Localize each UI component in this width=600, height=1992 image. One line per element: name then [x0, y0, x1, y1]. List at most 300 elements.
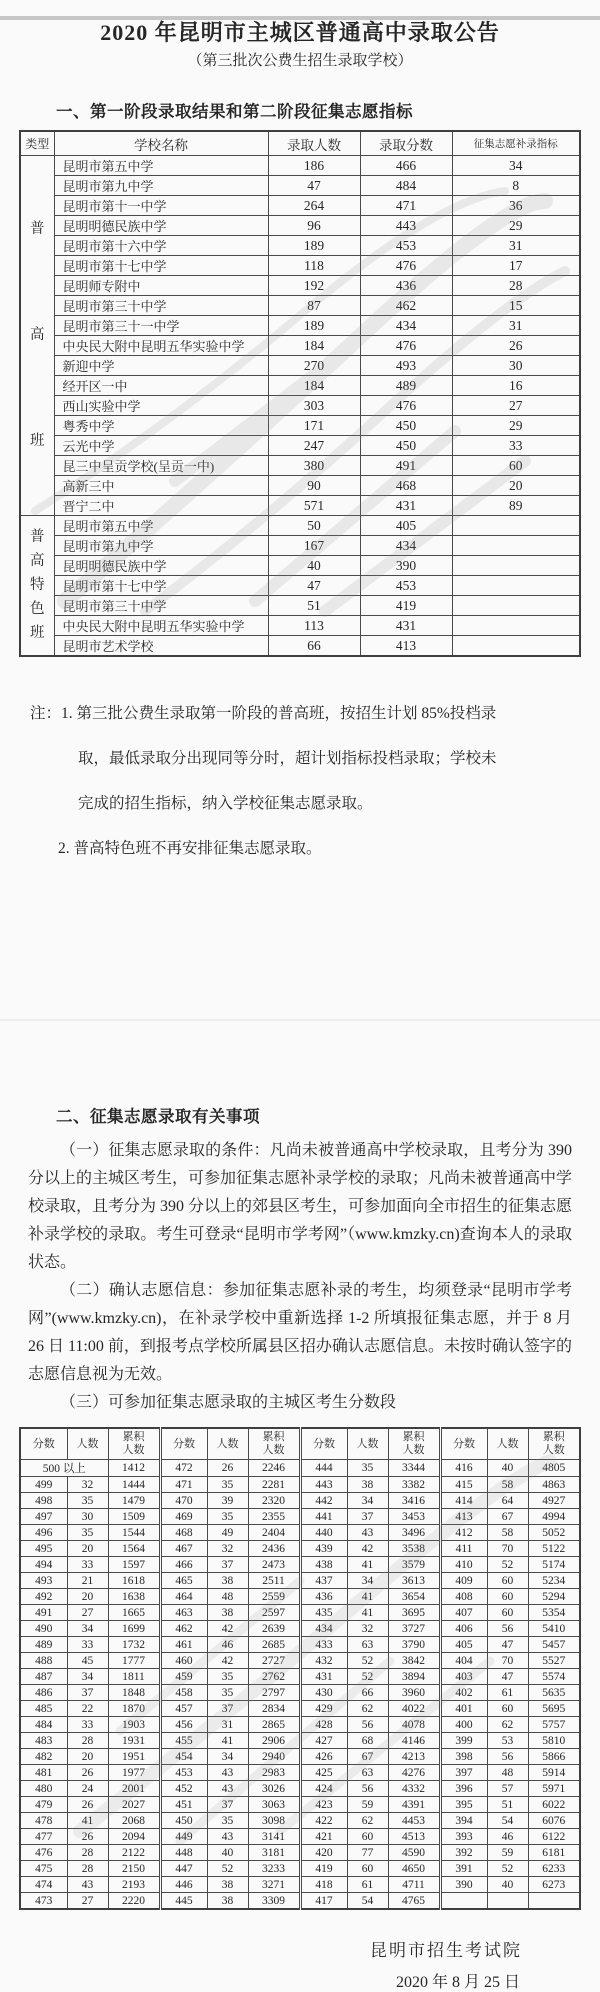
- value-cell: 192: [268, 276, 360, 296]
- value-cell: 405: [360, 516, 452, 536]
- school-name-cell: 昆明明德民族中学: [54, 556, 268, 576]
- value-cell: 5527: [528, 1653, 580, 1669]
- value-cell: 41: [67, 1813, 108, 1829]
- value-cell: 41: [207, 1733, 248, 1749]
- notes-block: [0, 691, 600, 871]
- value-cell: 398: [440, 1749, 487, 1765]
- value-cell: 167: [268, 536, 360, 556]
- table-row: [20, 256, 580, 276]
- value-cell: [452, 556, 580, 576]
- value-cell: 4863: [528, 1477, 580, 1493]
- value-cell: 5410: [528, 1621, 580, 1637]
- value-cell: 458: [160, 1685, 207, 1701]
- value-cell: 3654: [388, 1589, 440, 1605]
- table-row: [20, 616, 580, 636]
- value-cell: 425: [300, 1765, 347, 1781]
- school-name-cell: 昆明市第五中学: [54, 156, 268, 176]
- value-cell: 390: [440, 1877, 487, 1893]
- value-cell: 5052: [528, 1525, 580, 1541]
- value-cell: 27: [452, 396, 580, 416]
- value-cell: 20: [452, 476, 580, 496]
- table-row: [20, 1781, 580, 1797]
- value-cell: 28: [67, 1845, 108, 1861]
- value-cell: 35: [207, 1669, 248, 1685]
- header-text: 累积人数: [542, 1431, 565, 1456]
- value-cell: 463: [160, 1605, 207, 1621]
- value-cell: 498: [20, 1493, 67, 1509]
- value-cell: 3181: [248, 1845, 300, 1861]
- value-cell: 2150: [108, 1861, 160, 1877]
- value-cell: 21: [67, 1573, 108, 1589]
- value-cell: 571: [268, 496, 360, 516]
- value-cell: 89: [452, 496, 580, 516]
- value-cell: 68: [347, 1733, 388, 1749]
- value-cell: 35: [67, 1493, 108, 1509]
- value-cell: 42: [207, 1653, 248, 1669]
- value-cell: 436: [360, 276, 452, 296]
- table-row: [20, 1460, 580, 1477]
- value-cell: 43: [347, 1525, 388, 1541]
- type-label-char: 高: [30, 327, 45, 344]
- value-cell: 47: [268, 576, 360, 596]
- value-cell: 60: [487, 1589, 528, 1605]
- school-name-cell: 昆明市艺术学校: [54, 636, 268, 657]
- value-cell: 467: [160, 1541, 207, 1557]
- school-name-cell: 昆明市第九中学: [54, 536, 268, 556]
- value-cell: 33: [67, 1557, 108, 1573]
- value-cell: 28: [67, 1733, 108, 1749]
- table-row: [20, 1509, 580, 1525]
- value-cell: 51: [268, 596, 360, 616]
- value-cell: 90: [268, 476, 360, 496]
- value-cell: [528, 1893, 580, 1910]
- value-cell: 4805: [528, 1460, 580, 1477]
- value-cell: 38: [207, 1877, 248, 1893]
- value-cell: [452, 536, 580, 556]
- type-label-cell: [20, 156, 54, 516]
- table-row: [20, 1765, 580, 1781]
- value-cell: 431: [300, 1669, 347, 1685]
- value-cell: 441: [300, 1509, 347, 1525]
- value-cell: 464: [160, 1589, 207, 1605]
- value-cell: 247: [268, 436, 360, 456]
- value-cell: 3496: [388, 1525, 440, 1541]
- value-cell: 35: [67, 1525, 108, 1541]
- value-cell: 60: [487, 1573, 528, 1589]
- value-cell: 416: [440, 1460, 487, 1477]
- value-cell: 42: [347, 1541, 388, 1557]
- school-name-cell: 高新三中: [54, 476, 268, 496]
- admission-col-header: 类型: [20, 131, 54, 156]
- value-cell: 446: [160, 1877, 207, 1893]
- value-cell: 440: [300, 1525, 347, 1541]
- value-cell: 468: [360, 476, 452, 496]
- value-cell: 435: [300, 1605, 347, 1621]
- admission-results-table: [19, 130, 581, 657]
- value-cell: 437: [300, 1573, 347, 1589]
- value-cell: 1848: [108, 1685, 160, 1701]
- value-cell: 113: [268, 616, 360, 636]
- table-row: [20, 1477, 580, 1493]
- value-cell: 444: [300, 1460, 347, 1477]
- value-cell: 5354: [528, 1605, 580, 1621]
- value-cell: 96: [268, 216, 360, 236]
- value-cell: 3141: [248, 1829, 300, 1845]
- value-cell: 450: [160, 1813, 207, 1829]
- value-cell: 405: [440, 1637, 487, 1653]
- value-cell: 2597: [248, 1605, 300, 1621]
- table-row: [20, 1637, 580, 1653]
- table-row: [20, 296, 580, 316]
- value-cell: 470: [160, 1493, 207, 1509]
- score-col-header: 分数: [20, 1428, 67, 1460]
- value-cell: 484: [360, 176, 452, 196]
- value-cell: 3098: [248, 1813, 300, 1829]
- value-cell: 490: [20, 1621, 67, 1637]
- school-name-cell: 昆明明德民族中学: [54, 216, 268, 236]
- score-col-header: [108, 1428, 160, 1460]
- value-cell: 491: [20, 1605, 67, 1621]
- value-cell: 16: [452, 376, 580, 396]
- value-cell: 481: [20, 1765, 67, 1781]
- value-cell: 5294: [528, 1589, 580, 1605]
- value-cell: 37: [207, 1557, 248, 1573]
- value-cell: 471: [360, 196, 452, 216]
- note-line: 完成的招生指标，纳入学校征集志愿录取。: [78, 795, 373, 812]
- type-label-char: 普: [30, 221, 45, 238]
- value-cell: 303: [268, 396, 360, 416]
- value-cell: 32: [207, 1541, 248, 1557]
- value-cell: 43: [207, 1829, 248, 1845]
- note-line: 取，最低录取分出现同等分时，超计划指标投档录取；学校未: [78, 750, 497, 767]
- value-cell: 41: [347, 1605, 388, 1621]
- value-cell: 2246: [248, 1460, 300, 1477]
- value-cell: 443: [300, 1477, 347, 1493]
- value-cell: 422: [300, 1813, 347, 1829]
- value-cell: 2473: [248, 1557, 300, 1573]
- value-cell: 419: [360, 596, 452, 616]
- value-cell: 399: [440, 1733, 487, 1749]
- table-row: [20, 1493, 580, 1509]
- table-row: [20, 276, 580, 296]
- value-cell: 33: [452, 436, 580, 456]
- table-row: [20, 1717, 580, 1733]
- value-cell: 184: [268, 336, 360, 356]
- header-row: [20, 131, 580, 156]
- issue-date: 2020 年 8 月 25 日: [395, 1974, 520, 1991]
- value-cell: 1544: [108, 1525, 160, 1541]
- value-cell: 34: [67, 1669, 108, 1685]
- value-cell: 1951: [108, 1749, 160, 1765]
- value-cell: 396: [440, 1781, 487, 1797]
- school-name-cell: 昆明市第十七中学: [54, 576, 268, 596]
- value-cell: 6076: [528, 1813, 580, 1829]
- value-cell: 264: [268, 196, 360, 216]
- value-cell: 2906: [248, 1733, 300, 1749]
- value-cell: 486: [20, 1685, 67, 1701]
- school-name-cell: 昆明市第三十一中学: [54, 316, 268, 336]
- value-cell: 1977: [108, 1765, 160, 1781]
- value-cell: 64: [487, 1493, 528, 1509]
- table-row: [20, 316, 580, 336]
- score-col-header: 人数: [67, 1428, 108, 1460]
- value-cell: 66: [347, 1685, 388, 1701]
- value-cell: 3063: [248, 1797, 300, 1813]
- value-cell: 3727: [388, 1621, 440, 1637]
- value-cell: 451: [160, 1797, 207, 1813]
- value-cell: 56: [487, 1749, 528, 1765]
- value-cell: 493: [20, 1573, 67, 1589]
- value-cell: 433: [300, 1637, 347, 1653]
- value-cell: 453: [360, 576, 452, 596]
- value-cell: 1903: [108, 1717, 160, 1733]
- value-cell: 8: [452, 176, 580, 196]
- value-cell: 426: [300, 1749, 347, 1765]
- value-cell: 59: [487, 1845, 528, 1861]
- value-cell: 50: [268, 516, 360, 536]
- value-cell: 495: [20, 1541, 67, 1557]
- value-cell: 32: [67, 1477, 108, 1493]
- value-cell: 469: [160, 1509, 207, 1525]
- value-cell: 38: [207, 1893, 248, 1910]
- value-cell: 49: [207, 1525, 248, 1541]
- value-cell: 471: [160, 1477, 207, 1493]
- table-row: [20, 1877, 580, 1893]
- value-cell: 52: [207, 1861, 248, 1877]
- table-row: [20, 1733, 580, 1749]
- table-row: [20, 396, 580, 416]
- value-cell: 35: [207, 1685, 248, 1701]
- score-col-header: 分数: [440, 1428, 487, 1460]
- value-cell: 477: [20, 1829, 67, 1845]
- school-name-cell: 昆明市第三十中学: [54, 296, 268, 316]
- table-head: [20, 131, 580, 156]
- value-cell: 431: [360, 496, 452, 516]
- value-cell: 34: [347, 1493, 388, 1509]
- value-cell: 434: [300, 1621, 347, 1637]
- value-cell: 34: [67, 1621, 108, 1637]
- value-cell: 52: [347, 1669, 388, 1685]
- value-cell: 60: [347, 1861, 388, 1877]
- value-cell: 4927: [528, 1493, 580, 1509]
- value-cell: 2727: [248, 1653, 300, 1669]
- score-col-header: 人数: [487, 1428, 528, 1460]
- value-cell: 5914: [528, 1765, 580, 1781]
- school-name-cell: 中央民大附中昆明五华实验中学: [54, 616, 268, 636]
- value-cell: 29: [452, 416, 580, 436]
- value-cell: [452, 636, 580, 657]
- value-cell: 58: [487, 1525, 528, 1541]
- score-col-header: [388, 1428, 440, 1460]
- value-cell: 1699: [108, 1621, 160, 1637]
- value-cell: 4022: [388, 1701, 440, 1717]
- value-cell: 87: [268, 296, 360, 316]
- note-line: 注：1. 第三批公费生录取第一阶段的普高班，按招生计划 85%投档录: [30, 705, 497, 722]
- value-cell: 189: [268, 236, 360, 256]
- table-row: [20, 1829, 580, 1845]
- value-cell: 449: [160, 1829, 207, 1845]
- value-cell: 2193: [108, 1877, 160, 1893]
- value-cell: 5810: [528, 1733, 580, 1749]
- table-body: [20, 156, 580, 657]
- paragraph-score-band: （三）可参加征集志愿录取的主城区考生分数段: [60, 1394, 397, 1411]
- value-cell: 489: [360, 376, 452, 396]
- type-label-char: 高: [30, 553, 45, 570]
- value-cell: 397: [440, 1765, 487, 1781]
- value-cell: 1931: [108, 1733, 160, 1749]
- value-cell: 70: [487, 1541, 528, 1557]
- table-row: [20, 576, 580, 596]
- value-cell: 1597: [108, 1557, 160, 1573]
- score-col-header: 人数: [347, 1428, 388, 1460]
- value-cell: 475: [20, 1861, 67, 1877]
- school-name-cell: 昆明市第十六中学: [54, 236, 268, 256]
- value-cell: 3894: [388, 1669, 440, 1685]
- value-cell: 476: [360, 336, 452, 356]
- value-cell: 390: [360, 556, 452, 576]
- value-cell: 431: [360, 616, 452, 636]
- value-cell: 2281: [248, 1477, 300, 1493]
- value-cell: 6233: [528, 1861, 580, 1877]
- value-cell: 35: [347, 1460, 388, 1477]
- value-cell: 20: [67, 1749, 108, 1765]
- value-cell: 465: [160, 1573, 207, 1589]
- value-cell: 468: [160, 1525, 207, 1541]
- school-name-cell: 昆明市第三十中学: [54, 596, 268, 616]
- value-cell: 33: [67, 1637, 108, 1653]
- value-cell: 443: [360, 216, 452, 236]
- table-row: [20, 356, 580, 376]
- school-name-cell: 昆明市第十一中学: [54, 196, 268, 216]
- value-cell: 33: [67, 1717, 108, 1733]
- value-cell: 61: [487, 1685, 528, 1701]
- value-cell: 415: [440, 1477, 487, 1493]
- score-band-label-cell: 500 以上: [20, 1460, 108, 1477]
- value-cell: 1638: [108, 1589, 160, 1605]
- value-cell: 63: [347, 1765, 388, 1781]
- value-cell: 4391: [388, 1797, 440, 1813]
- value-cell: 419: [300, 1861, 347, 1877]
- value-cell: 20: [67, 1541, 108, 1557]
- value-cell: 479: [20, 1797, 67, 1813]
- value-cell: 450: [360, 416, 452, 436]
- value-cell: 4213: [388, 1749, 440, 1765]
- value-cell: 5457: [528, 1637, 580, 1653]
- value-cell: 478: [20, 1813, 67, 1829]
- table-row: [20, 536, 580, 556]
- value-cell: 423: [300, 1797, 347, 1813]
- value-cell: 411: [440, 1541, 487, 1557]
- value-cell: 402: [440, 1685, 487, 1701]
- value-cell: 2834: [248, 1701, 300, 1717]
- school-name-cell: 昆明市第十七中学: [54, 256, 268, 276]
- value-cell: 480: [20, 1781, 67, 1797]
- value-cell: 457: [160, 1701, 207, 1717]
- type-label-char: 特: [30, 577, 45, 594]
- value-cell: 380: [268, 456, 360, 476]
- value-cell: 51: [487, 1797, 528, 1813]
- school-name-cell: 经开区一中: [54, 376, 268, 396]
- value-cell: 447: [160, 1861, 207, 1877]
- value-cell: 445: [160, 1893, 207, 1910]
- value-cell: 37: [67, 1685, 108, 1701]
- section1-heading: 一、第一阶段录取结果和第二阶段征集志愿指标: [56, 102, 413, 121]
- table-row: [20, 436, 580, 456]
- value-cell: 6022: [528, 1797, 580, 1813]
- value-cell: 438: [300, 1557, 347, 1573]
- value-cell: 432: [300, 1653, 347, 1669]
- value-cell: 31: [207, 1717, 248, 1733]
- table-row: [20, 1813, 580, 1829]
- value-cell: 417: [300, 1893, 347, 1910]
- value-cell: 20: [67, 1589, 108, 1605]
- value-cell: 67: [487, 1509, 528, 1525]
- value-cell: 3309: [248, 1893, 300, 1910]
- value-cell: 26: [452, 336, 580, 356]
- value-cell: 3233: [248, 1861, 300, 1877]
- value-cell: 466: [160, 1557, 207, 1573]
- header-row: [20, 1428, 580, 1460]
- value-cell: 184: [268, 376, 360, 396]
- value-cell: 56: [487, 1621, 528, 1637]
- value-cell: 391: [440, 1861, 487, 1877]
- value-cell: 37: [207, 1701, 248, 1717]
- table-row: [20, 1541, 580, 1557]
- value-cell: 4650: [388, 1861, 440, 1877]
- value-cell: 58: [487, 1477, 528, 1493]
- value-cell: 3790: [388, 1637, 440, 1653]
- value-cell: 5174: [528, 1557, 580, 1573]
- value-cell: 17: [452, 256, 580, 276]
- value-cell: 427: [300, 1733, 347, 1749]
- value-cell: 3416: [388, 1493, 440, 1509]
- value-cell: 1618: [108, 1573, 160, 1589]
- value-cell: 430: [300, 1685, 347, 1701]
- value-cell: 186: [268, 156, 360, 176]
- value-cell: 26: [67, 1765, 108, 1781]
- type-label-cell: [20, 516, 54, 657]
- table-row: [20, 1797, 580, 1813]
- value-cell: [452, 576, 580, 596]
- value-cell: 38: [207, 1573, 248, 1589]
- school-name-cell: 昆明市第五中学: [54, 516, 268, 536]
- value-cell: 395: [440, 1797, 487, 1813]
- value-cell: 1412: [108, 1460, 160, 1477]
- table-row: [20, 1845, 580, 1861]
- value-cell: 53: [487, 1733, 528, 1749]
- page-subtitle: （第三批次公费生招生录取学校）: [187, 53, 413, 69]
- header-text: 累积人数: [262, 1431, 285, 1456]
- value-cell: 39: [207, 1493, 248, 1509]
- table-row: [20, 376, 580, 396]
- table-row: [20, 1653, 580, 1669]
- value-cell: 57: [487, 1781, 528, 1797]
- value-cell: 428: [300, 1717, 347, 1733]
- value-cell: 421: [300, 1829, 347, 1845]
- score-col-header: 人数: [207, 1428, 248, 1460]
- value-cell: 2068: [108, 1813, 160, 1829]
- value-cell: 4276: [388, 1765, 440, 1781]
- value-cell: 462: [360, 296, 452, 316]
- value-cell: [452, 516, 580, 536]
- value-cell: 488: [20, 1653, 67, 1669]
- value-cell: 46: [487, 1829, 528, 1845]
- school-name-cell: 昆明市第九中学: [54, 176, 268, 196]
- value-cell: 2122: [108, 1845, 160, 1861]
- value-cell: 26: [67, 1829, 108, 1845]
- value-cell: 3271: [248, 1877, 300, 1893]
- value-cell: 54: [347, 1893, 388, 1910]
